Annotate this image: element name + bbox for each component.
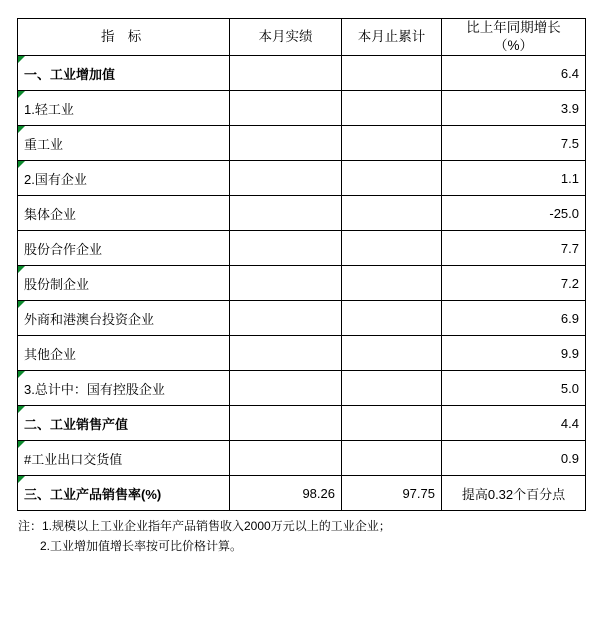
row-growth: 3.9 [442,91,586,126]
header-growth-line2: （%） [493,38,533,54]
row-label: 外商和港澳台投资企业 [18,301,230,336]
table-row [18,91,586,126]
table-row [18,406,586,441]
row-label: 三、工业产品销售率(%) [18,476,230,511]
header-growth [442,19,586,56]
industrial-statistics-table [17,18,586,511]
table-row [18,196,586,231]
table-body [18,19,586,511]
row-label: 2.国有企业 [18,161,230,196]
row-label: 其他企业 [18,336,230,371]
table-row [18,126,586,161]
table-notes [18,517,602,557]
row-current-month [230,196,342,231]
row-current-month [230,406,342,441]
table-row [18,231,586,266]
row-cumulative [342,126,442,161]
table-row [18,441,586,476]
row-growth: 7.5 [442,126,586,161]
table-row [18,266,586,301]
row-current-month [230,56,342,91]
row-cumulative [342,336,442,371]
header-indicator-label: 指 标 [101,29,146,45]
row-cumulative: 97.75 [342,476,442,511]
table-row [18,336,586,371]
worksheet [0,18,602,624]
row-growth: 4.4 [442,406,586,441]
row-cumulative [342,371,442,406]
row-cumulative [342,406,442,441]
row-cumulative [342,56,442,91]
row-growth: 提高0.32个百分点 [442,476,586,511]
row-label: 股份制企业 [18,266,230,301]
table-row [18,476,586,511]
row-label: 1.轻工业 [18,91,230,126]
table-row [18,161,586,196]
row-growth: 1.1 [442,161,586,196]
row-label: 股份合作企业 [18,231,230,266]
row-current-month [230,441,342,476]
row-growth: 7.2 [442,266,586,301]
row-growth: 0.9 [442,441,586,476]
row-cumulative [342,91,442,126]
row-growth: 5.0 [442,371,586,406]
row-growth: -25.0 [442,196,586,231]
row-cumulative [342,196,442,231]
row-growth: 9.9 [442,336,586,371]
header-current-month: 本月实绩 [230,19,342,56]
row-cumulative [342,231,442,266]
row-label: 一、工业增加值 [18,56,230,91]
header-cumulative: 本月止累计 [342,19,442,56]
row-growth: 6.4 [442,56,586,91]
row-label: 二、工业销售产值 [18,406,230,441]
row-label: 集体企业 [18,196,230,231]
row-cumulative [342,301,442,336]
row-current-month [230,266,342,301]
row-current-month [230,371,342,406]
header-growth-line1: 比上年同期增长 [466,20,561,35]
row-current-month [230,161,342,196]
row-growth: 6.9 [442,301,586,336]
row-cumulative [342,441,442,476]
row-growth: 7.7 [442,231,586,266]
row-label: 重工业 [18,126,230,161]
row-cumulative [342,266,442,301]
row-cumulative [342,161,442,196]
table-header-row [18,19,586,56]
table-row [18,371,586,406]
row-current-month [230,231,342,266]
row-current-month [230,301,342,336]
row-current-month [230,336,342,371]
row-label: 3.总计中：国有控股企业 [18,371,230,406]
table-row [18,301,586,336]
header-indicator [18,19,230,56]
table-row [18,56,586,91]
note-line-2: 2.工业增加值增长率按可比价格计算。 [40,539,243,554]
row-current-month [230,91,342,126]
note-line-1: 注：1.规模以上工业企业指年产品销售收入2000万元以上的工业企业； [18,519,391,534]
row-current-month [230,126,342,161]
row-label: #工业出口交货值 [18,441,230,476]
row-current-month: 98.26 [230,476,342,511]
